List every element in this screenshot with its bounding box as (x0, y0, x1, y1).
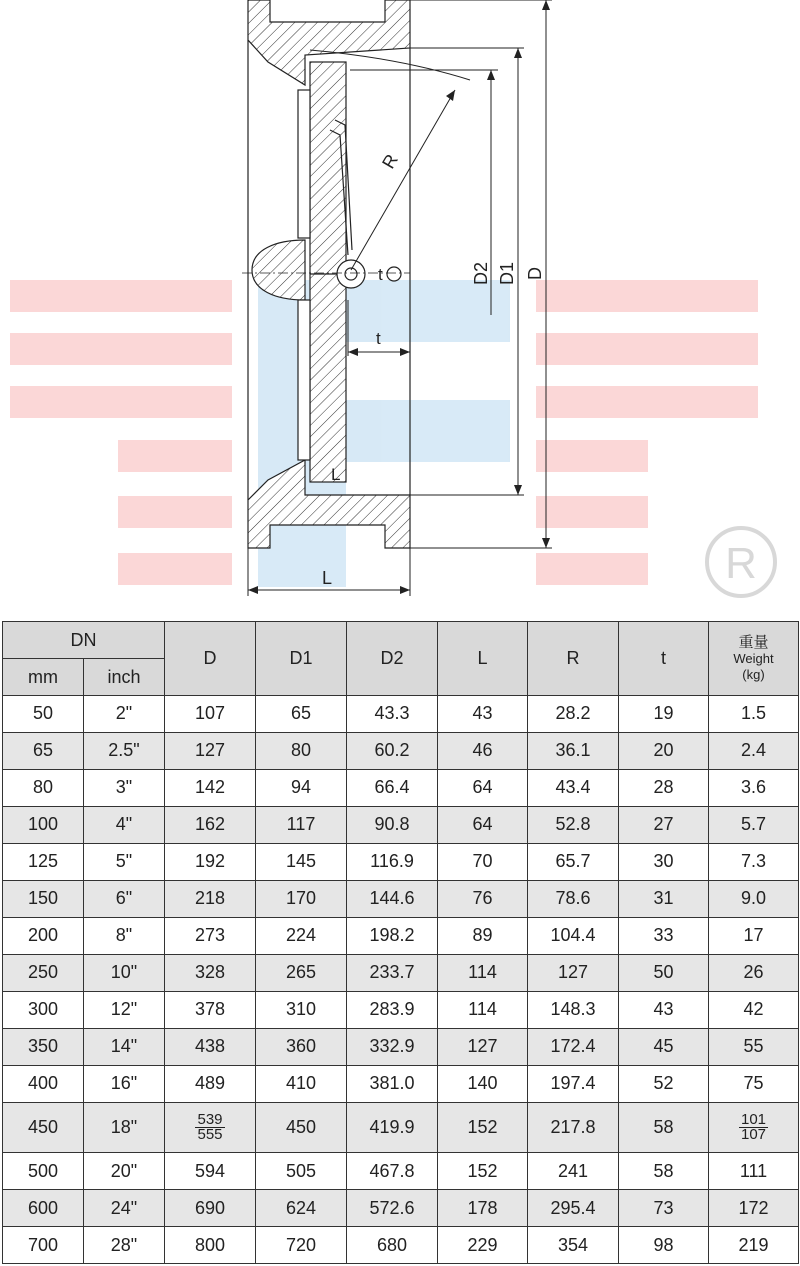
cell-t: 50 (619, 954, 709, 991)
dim-label-D: D (525, 267, 545, 280)
cell-t: 33 (619, 917, 709, 954)
cell-d: 378 (165, 991, 256, 1028)
cell-mm: 350 (3, 1028, 84, 1065)
cell-d: 218 (165, 880, 256, 917)
cell-d1: 450 (256, 1102, 347, 1152)
cell-d: 127 (165, 732, 256, 769)
header-mm: mm (3, 659, 84, 696)
cell-d2: 66.4 (347, 769, 438, 806)
cell-r: 197.4 (528, 1065, 619, 1102)
cell-d2: 43.3 (347, 696, 438, 733)
cell-t: 98 (619, 1227, 709, 1264)
cell-d: 438 (165, 1028, 256, 1065)
cell-l: 114 (438, 954, 528, 991)
table-row (3, 880, 799, 917)
cell-l: 229 (438, 1227, 528, 1264)
cell-mm: 450 (3, 1102, 84, 1152)
cell-l: 140 (438, 1065, 528, 1102)
dim-label-D1: D1 (497, 261, 517, 285)
cell-d2: 680 (347, 1227, 438, 1264)
cell-inch: 28" (84, 1227, 165, 1264)
cell-d1: 145 (256, 843, 347, 880)
cell-w: 3.6 (709, 769, 799, 806)
cell-mm: 700 (3, 1227, 84, 1264)
cell-t: 58 (619, 1153, 709, 1190)
cell-inch: 16" (84, 1065, 165, 1102)
cell-w: 42 (709, 991, 799, 1028)
table-row (3, 954, 799, 991)
cell-d2: 381.0 (347, 1065, 438, 1102)
cell-d (165, 1102, 256, 1152)
cell-r: 148.3 (528, 991, 619, 1028)
cell-l: 89 (438, 917, 528, 954)
header-l: L (438, 622, 528, 696)
cell-t: 30 (619, 843, 709, 880)
table-row (3, 1190, 799, 1227)
cell-d: 328 (165, 954, 256, 991)
cell-t: 58 (619, 1102, 709, 1152)
cell-l: 76 (438, 880, 528, 917)
cell-inch: 12" (84, 991, 165, 1028)
cell-t: 28 (619, 769, 709, 806)
cell-r: 36.1 (528, 732, 619, 769)
header-t: t (619, 622, 709, 696)
cell-d: 489 (165, 1065, 256, 1102)
cell-w: 111 (709, 1153, 799, 1190)
fraction-bottom: 555 (197, 1125, 223, 1143)
cell-l: 152 (438, 1153, 528, 1190)
table-row (3, 843, 799, 880)
cell-t: 43 (619, 991, 709, 1028)
cell-d2: 467.8 (347, 1153, 438, 1190)
header-dn: DN (3, 622, 165, 659)
cell-mm: 50 (3, 696, 84, 733)
cell-r: 354 (528, 1227, 619, 1264)
cell-d2: 90.8 (347, 806, 438, 843)
cell-r: 172.4 (528, 1028, 619, 1065)
cell-d1: 170 (256, 880, 347, 917)
cell-d1: 624 (256, 1190, 347, 1227)
cell-r: 217.8 (528, 1102, 619, 1152)
table-row (3, 696, 799, 733)
cell-w: 172 (709, 1190, 799, 1227)
cell-d1: 224 (256, 917, 347, 954)
cell-mm: 400 (3, 1065, 84, 1102)
header-weight (709, 622, 799, 696)
cell-l: 43 (438, 696, 528, 733)
fraction-value (739, 1110, 768, 1143)
cell-d2: 198.2 (347, 917, 438, 954)
cell-t: 19 (619, 696, 709, 733)
cell-mm: 300 (3, 991, 84, 1028)
dim-label-t: t (376, 329, 381, 348)
cell-inch: 10" (84, 954, 165, 991)
header-d: D (165, 622, 256, 696)
cell-w: 26 (709, 954, 799, 991)
cell-w: 2.4 (709, 732, 799, 769)
cell-inch: 18" (84, 1102, 165, 1152)
cell-inch: 3" (84, 769, 165, 806)
cell-mm: 250 (3, 954, 84, 991)
dim-label-L: L (322, 568, 333, 588)
cell-t: 73 (619, 1190, 709, 1227)
cell-inch: 14" (84, 1028, 165, 1065)
cell-r: 65.7 (528, 843, 619, 880)
cell-l: 114 (438, 991, 528, 1028)
dim-label-L-inner: L (331, 465, 341, 484)
table-row (3, 991, 799, 1028)
header-weight-en: Weight (733, 650, 774, 666)
cell-d: 273 (165, 917, 256, 954)
cell-d1: 65 (256, 696, 347, 733)
cell-d2: 116.9 (347, 843, 438, 880)
fraction-top: 539 (197, 1110, 223, 1128)
table-row (3, 1102, 799, 1152)
dim-label-R: R (378, 150, 402, 172)
cell-t: 52 (619, 1065, 709, 1102)
cell-d2: 144.6 (347, 880, 438, 917)
cell-d: 800 (165, 1227, 256, 1264)
cell-l: 64 (438, 806, 528, 843)
cell-d2: 572.6 (347, 1190, 438, 1227)
watermark (10, 280, 758, 587)
table-row (3, 1028, 799, 1065)
cell-r: 28.2 (528, 696, 619, 733)
cell-d2: 332.9 (347, 1028, 438, 1065)
cell-mm: 125 (3, 843, 84, 880)
cell-l: 46 (438, 732, 528, 769)
cell-w: 75 (709, 1065, 799, 1102)
cell-d1: 80 (256, 732, 347, 769)
cell-inch: 2" (84, 696, 165, 733)
table-row (3, 769, 799, 806)
cell-r: 241 (528, 1153, 619, 1190)
cell-w: 1.5 (709, 696, 799, 733)
cell-d: 594 (165, 1153, 256, 1190)
cell-inch: 5" (84, 843, 165, 880)
cell-r: 127 (528, 954, 619, 991)
table-row (3, 732, 799, 769)
cell-d1: 265 (256, 954, 347, 991)
valve-cross-section-drawing (0, 0, 800, 600)
cell-t: 27 (619, 806, 709, 843)
cell-d: 107 (165, 696, 256, 733)
cell-l: 64 (438, 769, 528, 806)
cell-d2: 419.9 (347, 1102, 438, 1152)
cell-r: 104.4 (528, 917, 619, 954)
cell-inch: 4" (84, 806, 165, 843)
table-row (3, 1227, 799, 1264)
header-d1: D1 (256, 622, 347, 696)
cell-w: 9.0 (709, 880, 799, 917)
cell-w: 7.3 (709, 843, 799, 880)
header-weight-cn: 重量 (738, 633, 769, 651)
table-body (3, 696, 799, 1264)
cell-t: 45 (619, 1028, 709, 1065)
cell-d2: 60.2 (347, 732, 438, 769)
cell-l: 127 (438, 1028, 528, 1065)
svg-text:R: R (725, 539, 757, 588)
cell-d1: 360 (256, 1028, 347, 1065)
table-row (3, 917, 799, 954)
cell-w: 219 (709, 1227, 799, 1264)
cell-inch: 20" (84, 1153, 165, 1190)
cell-mm: 65 (3, 732, 84, 769)
cell-d1: 94 (256, 769, 347, 806)
cell-d: 162 (165, 806, 256, 843)
cell-inch: 6" (84, 880, 165, 917)
cell-r: 52.8 (528, 806, 619, 843)
fraction-value (195, 1110, 224, 1143)
cell-d: 192 (165, 843, 256, 880)
cell-d1: 410 (256, 1065, 347, 1102)
cell-d2: 233.7 (347, 954, 438, 991)
table-row (3, 1153, 799, 1190)
cell-d1: 720 (256, 1227, 347, 1264)
table-row (3, 806, 799, 843)
cell-r: 295.4 (528, 1190, 619, 1227)
header-r: R (528, 622, 619, 696)
cell-d2: 283.9 (347, 991, 438, 1028)
cell-w: 17 (709, 917, 799, 954)
cell-mm: 200 (3, 917, 84, 954)
table-row (3, 1065, 799, 1102)
cell-mm: 600 (3, 1190, 84, 1227)
cell-d: 142 (165, 769, 256, 806)
cell-inch: 2.5" (84, 732, 165, 769)
header-weight-unit: (kg) (742, 666, 765, 682)
cell-mm: 150 (3, 880, 84, 917)
cell-w (709, 1102, 799, 1152)
cell-t: 31 (619, 880, 709, 917)
fraction-top: 101 (740, 1110, 767, 1128)
cell-mm: 80 (3, 769, 84, 806)
cell-d: 690 (165, 1190, 256, 1227)
cell-l: 70 (438, 843, 528, 880)
cell-mm: 100 (3, 806, 84, 843)
cell-r: 78.6 (528, 880, 619, 917)
header-d2: D2 (347, 622, 438, 696)
cell-w: 55 (709, 1028, 799, 1065)
cell-r: 43.4 (528, 769, 619, 806)
cell-d1: 505 (256, 1153, 347, 1190)
cell-d1: 117 (256, 806, 347, 843)
cell-inch: 24" (84, 1190, 165, 1227)
cell-mm: 500 (3, 1153, 84, 1190)
cell-d1: 310 (256, 991, 347, 1028)
fraction-bottom: 107 (740, 1125, 767, 1143)
cell-w: 5.7 (709, 806, 799, 843)
cell-inch: 8" (84, 917, 165, 954)
dim-label-t-pin: t (378, 265, 383, 284)
header-inch: inch (84, 659, 165, 696)
dimension-table (2, 621, 799, 1264)
cell-l: 178 (438, 1190, 528, 1227)
cell-t: 20 (619, 732, 709, 769)
dim-label-D2: D2 (471, 261, 491, 285)
cell-l: 152 (438, 1102, 528, 1152)
registered-mark-icon (707, 528, 775, 596)
